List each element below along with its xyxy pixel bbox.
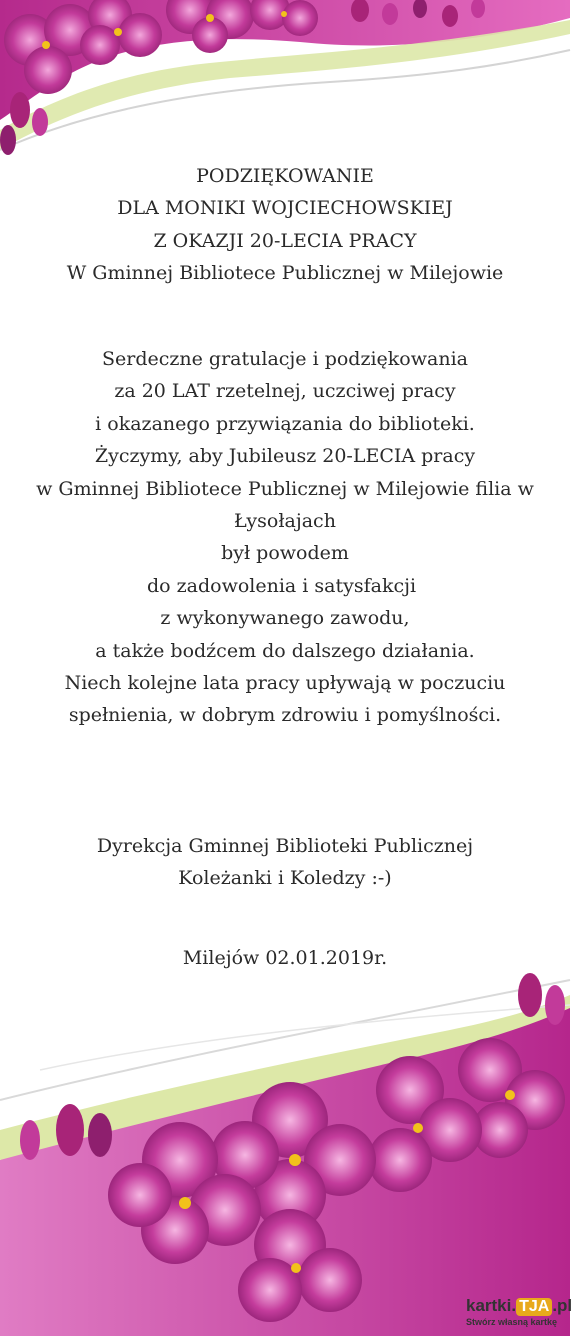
logo-wordmark: kartki. TJA .pl [466, 1296, 572, 1315]
body-line: z wykonywanego zawodu, [160, 607, 410, 630]
heading-line: W Gminnej Bibliotece Publicznej w Milejowie [66, 262, 504, 285]
signature-line: Koleżanki i Koledzy :-) [178, 867, 392, 890]
logo-tagline: Stwórz własną kartkę [466, 1317, 558, 1327]
flower-top-3 [166, 0, 254, 53]
signature-block [0, 830, 570, 895]
body-line: Życzymy, aby Jubileusz 20-LECIA pracy [94, 445, 476, 468]
top-floral-decoration [0, 0, 570, 175]
body-line: Łysołajach [234, 510, 336, 533]
body-line: a także bodźcem do dalszego działania. [95, 639, 475, 662]
body-line: za 20 LAT rzetelnej, uczciwej pracy [114, 380, 456, 403]
body-line: do zadowolenia i satysfakcji [147, 574, 417, 597]
body-line: był powodem [221, 542, 349, 565]
heading-line: DLA MONIKI WOJCIECHOWSKIEJ [117, 197, 453, 220]
heading-line: Z OKAZJI 20-LECIA PRACY [153, 229, 417, 252]
body-line: i okazanego przywiązania do biblioteki. [95, 412, 475, 435]
bottom-floral-decoration [0, 960, 570, 1336]
body-line: Niech kolejne lata pracy upływają w poczuciu [64, 672, 506, 695]
body-line: Serdeczne gratulacje i podziękowania [102, 348, 468, 370]
kartki-logo[interactable] [466, 1296, 570, 1336]
heading-block [0, 160, 570, 290]
heading-line: PODZIĘKOWANIE [196, 165, 374, 187]
body-line: w Gminnej Bibliotece Publicznej w Milejowie filia w [36, 477, 534, 500]
signature-line: Dyrekcja Gminnej Biblioteki Publicznej [96, 835, 474, 857]
body-line: spełnienia, w dobrym zdrowiu i pomyślności. [68, 704, 502, 727]
date-line: Milejów 02.01.2019r. [182, 947, 388, 969]
body-block [0, 343, 570, 732]
